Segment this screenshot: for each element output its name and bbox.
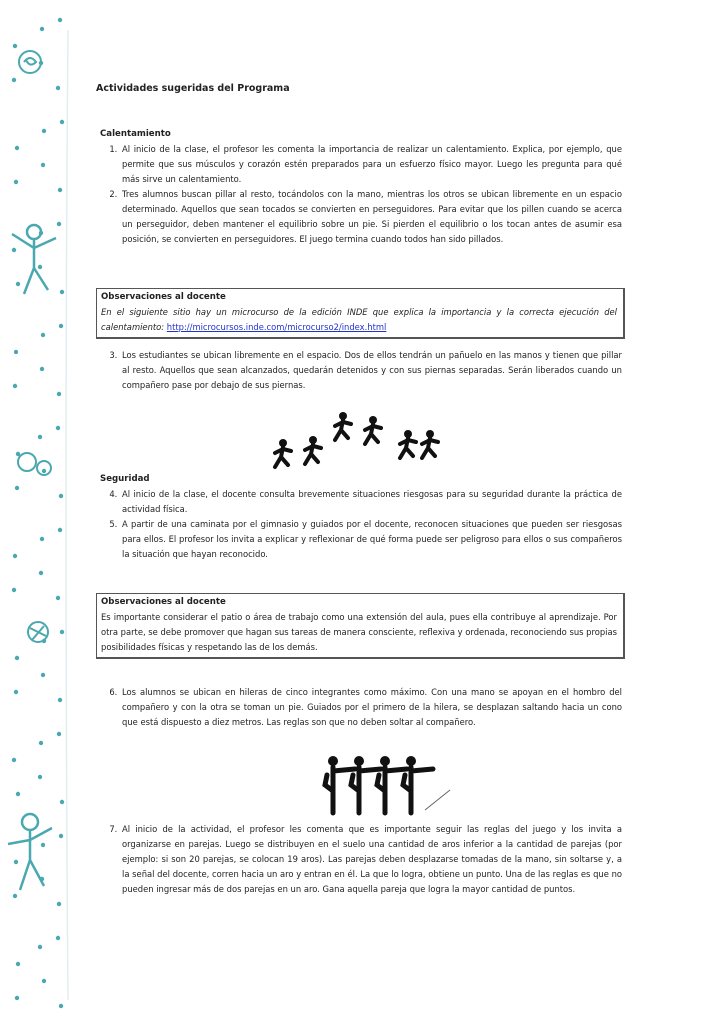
dot-decoration bbox=[15, 656, 19, 660]
dot-decoration bbox=[12, 758, 16, 762]
dot-decoration bbox=[13, 44, 17, 48]
list-item: 4. Al inicio de la clase, el docente consulta brevemente situaciones riesgosas para su seguridad durante la práctica de actividad física. bbox=[120, 487, 622, 517]
dot-decoration bbox=[60, 630, 64, 634]
dot-decoration bbox=[15, 996, 19, 1000]
page-title: Actividades sugeridas del Programa bbox=[96, 83, 290, 94]
section-seguridad bbox=[100, 472, 622, 562]
dot-decoration bbox=[56, 596, 60, 600]
list-item: 6. Los alumnos se ubican en hileras de cinco integrantes como máximo. Con una mano se apoyan en el hombro del compañero y con la otra se toman un pie. Guiados por el primero de la hilera, se desplazan saltando hacia un cono que está dispuesto a diez metros. Las reglas son que no deben soltar al compañero. bbox=[120, 685, 622, 730]
dot-decoration bbox=[14, 180, 18, 184]
dot-decoration bbox=[60, 120, 64, 124]
list-item: 3. Los estudiantes se ubican libremente en el espacio. Dos de ellos tendrán un pañuelo en las manos y tienen que pillar al resto. Aquellos que sean alcanzados, quedarán detenidos y con sus piernas separadas. Serán liberados cuando un compañero pase por debajo de sus piernas. bbox=[120, 348, 622, 393]
running-children-illustration bbox=[268, 412, 448, 474]
teacher-note-box bbox=[96, 593, 625, 659]
dot-decoration bbox=[60, 800, 64, 804]
swirl-icon bbox=[18, 51, 51, 642]
note-heading: Observaciones al docente bbox=[101, 597, 226, 607]
dot-decoration bbox=[57, 222, 61, 226]
dot-decoration bbox=[14, 690, 18, 694]
dot-decoration bbox=[41, 673, 45, 677]
dot-decoration bbox=[16, 962, 20, 966]
list-item: 1. Al inicio de la clase, el profesor les comenta la importancia de realizar un calentamiento. Explica, por ejemplo, que permite que sus músculos y corazón estén preparados para un esfuerzo físico mayor. Luego les pregunta para qué más sirve un calentamiento. bbox=[120, 142, 622, 187]
dot-decoration bbox=[42, 979, 46, 983]
dot-decoration bbox=[12, 588, 16, 592]
dot-decoration bbox=[59, 494, 63, 498]
margin-decoration bbox=[0, 0, 80, 1020]
dot-decoration bbox=[16, 282, 20, 286]
dot-decoration bbox=[59, 834, 63, 838]
dot-decoration bbox=[56, 426, 60, 430]
microcurso-link[interactable]: http://microcursos.inde.com/microcurso2/index.html bbox=[166, 322, 387, 332]
dot-decoration bbox=[59, 324, 63, 328]
dot-decoration bbox=[58, 188, 62, 192]
dot-decoration bbox=[58, 18, 62, 22]
list-item: 7. Al inicio de la actividad, el profesor les comenta que es importante seguir las reglas del juego y los invita a organizarse en parejas. Luego se distribuyen en el suelo una cantidad de aros inferior a la cantidad de parejas (por ejemplo: si son 20 parejas, se colocan 19 aros). Las parejas deben desplazarse tomadas de la mano, sin soltarse y, a la señal del docente, corren hacia un aro y entran en él. La que lo logra, obtiene un punto. Una de las reglas es que no pueden ingresar más de dos parejas en un aro. Gana aquella pareja que logra la mayor cantidad de puntos. bbox=[120, 822, 622, 897]
runner-figure bbox=[335, 412, 351, 440]
dot-decoration bbox=[13, 554, 17, 558]
dot-decoration bbox=[14, 860, 18, 864]
dot-decoration bbox=[38, 435, 42, 439]
dot-decoration bbox=[14, 350, 18, 354]
dot-decoration bbox=[12, 248, 16, 252]
dot-decoration bbox=[40, 367, 44, 371]
note-text: Es importante considerar el patio o área de trabajo como una extensión del aula, pues ella contribuye al aprendizaje. Por otra parte, se debe promover que hagan sus tareas de manera consciente, reflexiva y ordenada, reconociendo sus propias posibilidades físicas y respetando las de los demás. bbox=[101, 612, 617, 652]
runner-figure bbox=[400, 430, 416, 458]
teacher-note-box bbox=[96, 288, 625, 339]
dot-decoration bbox=[57, 392, 61, 396]
dot-decoration bbox=[40, 27, 44, 31]
note-text: En el siguiente sitio hay un microcurso de la edición INDE que explica la importancia y la correcta ejecución del calentamiento: bbox=[101, 307, 617, 332]
dot-decoration bbox=[41, 163, 45, 167]
dot-decoration bbox=[57, 902, 61, 906]
section-calentamiento bbox=[100, 127, 622, 247]
runner-figure bbox=[305, 436, 321, 464]
dot-decoration bbox=[13, 384, 17, 388]
section-heading: Seguridad bbox=[100, 474, 150, 484]
dot-decoration bbox=[58, 528, 62, 532]
hopping-child-figure bbox=[403, 756, 433, 813]
dot-decoration bbox=[41, 843, 45, 847]
item-7 bbox=[100, 822, 622, 897]
dot-decoration bbox=[42, 129, 46, 133]
dot-decoration bbox=[42, 469, 46, 473]
dot-decoration bbox=[12, 78, 16, 82]
dot-decoration bbox=[40, 537, 44, 541]
dot-decoration bbox=[39, 741, 43, 745]
dot-decoration bbox=[15, 146, 19, 150]
item-3 bbox=[100, 348, 622, 393]
dot-decoration bbox=[56, 86, 60, 90]
dot-decoration bbox=[41, 333, 45, 337]
list-item: 5. A partir de una caminata por el gimnasio y guiados por el docente, reconocen situaciones que pueden ser riesgosas para ellos. El profesor los invita a explicar y reflexionar de qué forma puede ser peligroso para ellos o sus compañeros la situación que hayan reconocido. bbox=[120, 517, 622, 562]
runner-figure bbox=[275, 439, 291, 467]
section-heading: Calentamiento bbox=[100, 129, 171, 139]
list-item: 2. Tres alumnos buscan pillar al resto, tocándolos con la mano, mientras los otros se ubican libremente en un espacio determinado. Aquellos que sean tocados se convierten en perseguidores. Para evitar que los pillen cuando se acerca un perseguidor, deben mantener el equilibrio sobre un pie. Si pierden el equilibrio o los tocan antes de asumir esa posición, se convierten en perseguidores. El juego termina cuando todos han sido pillados. bbox=[120, 187, 622, 247]
item-6 bbox=[100, 685, 622, 730]
dot-decoration bbox=[57, 732, 61, 736]
dot-decoration bbox=[60, 290, 64, 294]
dot-decoration bbox=[39, 571, 43, 575]
note-heading: Observaciones al docente bbox=[101, 292, 226, 302]
dot-decoration bbox=[38, 775, 42, 779]
dot-decoration bbox=[58, 698, 62, 702]
dot-decoration bbox=[38, 265, 42, 269]
runner-figure bbox=[365, 416, 381, 444]
dot-decoration bbox=[56, 936, 60, 940]
dot-decoration bbox=[13, 894, 17, 898]
dot-decoration bbox=[16, 792, 20, 796]
dot-decoration bbox=[59, 1004, 63, 1008]
dot-decoration bbox=[38, 945, 42, 949]
hopping-line-illustration bbox=[315, 755, 455, 820]
dot-decoration bbox=[15, 486, 19, 490]
runner-figure bbox=[422, 430, 438, 458]
